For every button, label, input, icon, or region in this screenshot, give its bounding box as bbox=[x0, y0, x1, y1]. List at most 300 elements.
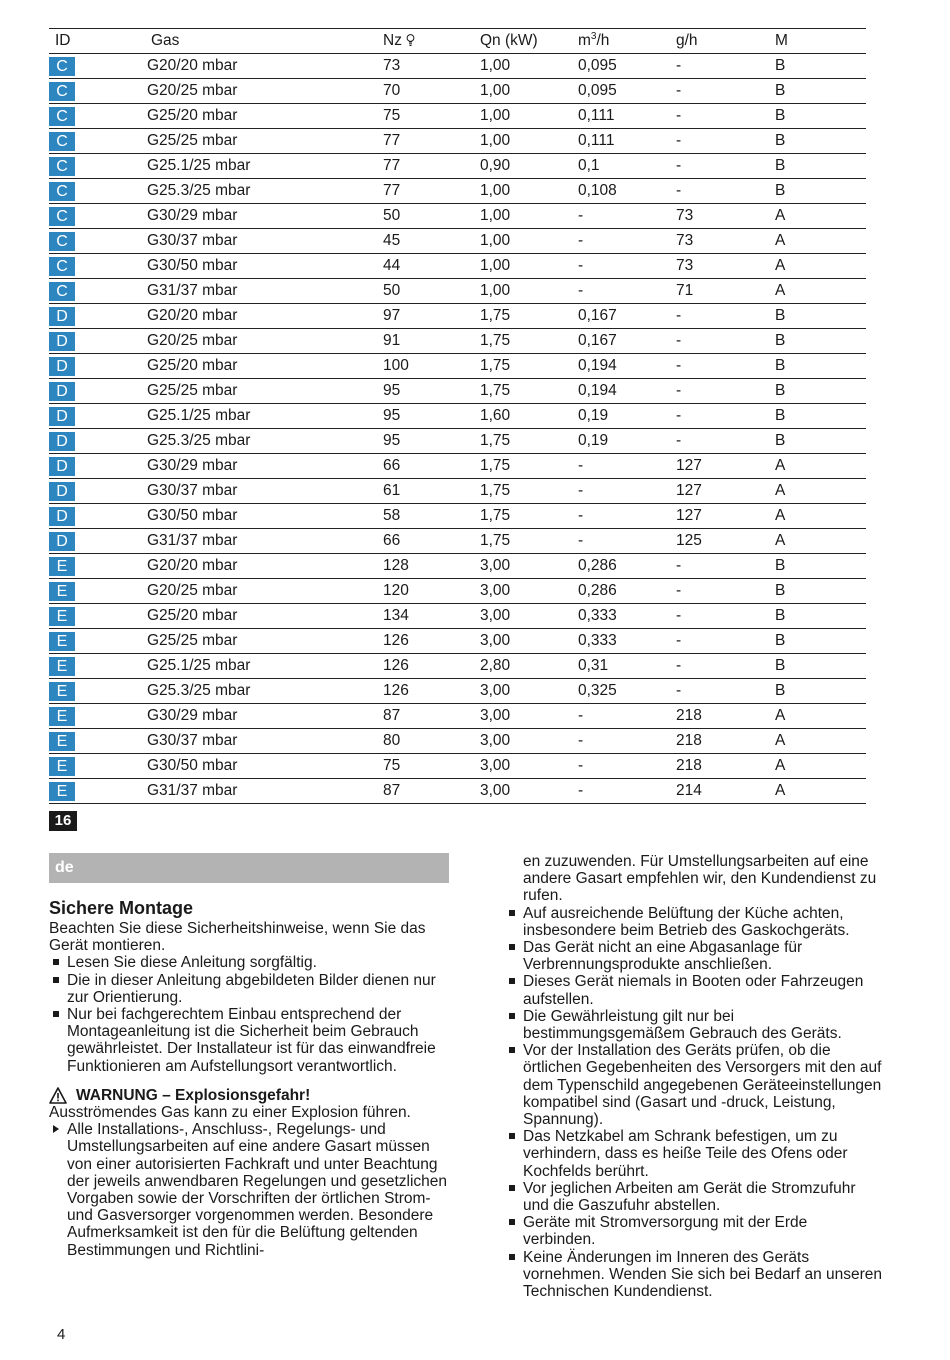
m3h-cell: 0,286 bbox=[578, 579, 676, 604]
id-badge: D bbox=[49, 332, 75, 351]
m3h-cell: 0,095 bbox=[578, 79, 676, 104]
m-cell: B bbox=[775, 154, 866, 179]
gas-cell: G30/50 mbar bbox=[147, 254, 383, 279]
m-cell: A bbox=[775, 229, 866, 254]
nz-cell: 80 bbox=[383, 729, 480, 754]
nz-cell: 126 bbox=[383, 679, 480, 704]
nz-cell: 97 bbox=[383, 304, 480, 329]
m3h-cell: 0,1 bbox=[578, 154, 676, 179]
id-cell bbox=[49, 604, 147, 629]
id-cell bbox=[49, 779, 147, 804]
gh-cell: - bbox=[676, 654, 775, 679]
gas-cell: G30/29 mbar bbox=[147, 704, 383, 729]
gh-cell: 218 bbox=[676, 704, 775, 729]
list-item: Geräte mit Stromversorgung mit der Erde verbinden. bbox=[505, 1214, 883, 1248]
id-cell bbox=[49, 379, 147, 404]
nz-cell: 77 bbox=[383, 179, 480, 204]
header-m3h-sup: 3 bbox=[590, 31, 597, 43]
m-cell: B bbox=[775, 429, 866, 454]
table-row bbox=[49, 779, 866, 804]
gas-cell: G20/20 mbar bbox=[147, 54, 383, 79]
table-header-row bbox=[49, 29, 866, 54]
table-row bbox=[49, 329, 866, 354]
qn-cell: 1,75 bbox=[480, 454, 578, 479]
nz-cell: 70 bbox=[383, 79, 480, 104]
nz-cell: 75 bbox=[383, 104, 480, 129]
nz-cell: 95 bbox=[383, 379, 480, 404]
qn-cell: 1,00 bbox=[480, 54, 578, 79]
page-marker-badge: 16 bbox=[49, 811, 77, 831]
gas-cell: G30/50 mbar bbox=[147, 504, 383, 529]
gas-cell: G25/25 mbar bbox=[147, 379, 383, 404]
qn-cell: 1,00 bbox=[480, 179, 578, 204]
m-cell: A bbox=[775, 279, 866, 304]
m3h-cell: - bbox=[578, 454, 676, 479]
m-cell: A bbox=[775, 729, 866, 754]
qn-cell: 1,75 bbox=[480, 354, 578, 379]
gh-cell: 127 bbox=[676, 454, 775, 479]
nz-cell: 44 bbox=[383, 254, 480, 279]
m-cell: A bbox=[775, 204, 866, 229]
m-cell: B bbox=[775, 104, 866, 129]
m-cell: B bbox=[775, 304, 866, 329]
gh-cell: - bbox=[676, 629, 775, 654]
gh-cell: - bbox=[676, 179, 775, 204]
id-badge: C bbox=[49, 257, 75, 276]
nz-cell: 87 bbox=[383, 779, 480, 804]
m-cell: A bbox=[775, 704, 866, 729]
gh-cell: - bbox=[676, 354, 775, 379]
table-row bbox=[49, 704, 866, 729]
id-cell bbox=[49, 179, 147, 204]
id-cell bbox=[49, 79, 147, 104]
list-item: Keine Änderungen im Inneren des Geräts vornehmen. Wenden Sie sich bei Bedarf an unseren Technischen Kundendienst. bbox=[505, 1249, 883, 1301]
m3h-cell: - bbox=[578, 729, 676, 754]
table-row bbox=[49, 129, 866, 154]
m3h-cell: - bbox=[578, 254, 676, 279]
warning-step-part1: Alle Installations-, Anschluss-, Regelungs- und Umstellungsarbeiten auf eine andere Gasart müssen von einer autorisierten Fachkraft und unter Beachtung der jeweils anwendbaren Regelungen und gesetzlichen Vorgaben sowie der Vorschriften der örtlichen Strom- und Gasversorger vorgenommen werden. Besondere Aufmerksamkeit ist den für die Belüftung geltenden Bestimmungen und Richtlini- bbox=[67, 1121, 448, 1259]
nz-cell: 45 bbox=[383, 229, 480, 254]
qn-cell: 1,00 bbox=[480, 129, 578, 154]
table-row bbox=[49, 204, 866, 229]
gas-cell: G30/29 mbar bbox=[147, 204, 383, 229]
qn-cell: 3,00 bbox=[480, 629, 578, 654]
qn-cell: 1,75 bbox=[480, 504, 578, 529]
table-row bbox=[49, 229, 866, 254]
m3h-cell: - bbox=[578, 704, 676, 729]
list-item: Dieses Gerät niemals in Booten oder Fahrzeugen aufstellen. bbox=[505, 973, 883, 1007]
gas-cell: G20/25 mbar bbox=[147, 329, 383, 354]
gh-cell: - bbox=[676, 79, 775, 104]
warning-heading bbox=[49, 1087, 452, 1104]
qn-cell: 3,00 bbox=[480, 554, 578, 579]
m3h-cell: 0,167 bbox=[578, 304, 676, 329]
id-cell bbox=[49, 679, 147, 704]
gas-cell: G20/20 mbar bbox=[147, 304, 383, 329]
gas-cell: G25/20 mbar bbox=[147, 104, 383, 129]
nz-cell: 128 bbox=[383, 554, 480, 579]
id-cell bbox=[49, 629, 147, 654]
id-cell bbox=[49, 329, 147, 354]
list-item: Das Gerät nicht an eine Abgasanlage für Verbrennungsprodukte anschließen. bbox=[505, 939, 883, 973]
id-badge: D bbox=[49, 532, 75, 551]
id-cell bbox=[49, 54, 147, 79]
bulb-icon bbox=[406, 34, 415, 46]
list-item: Auf ausreichende Belüftung der Küche achten, insbesondere beim Betrieb des Gaskochgeräts. bbox=[505, 905, 883, 939]
header-gh: g/h bbox=[676, 29, 775, 54]
gh-cell: - bbox=[676, 154, 775, 179]
nz-cell: 75 bbox=[383, 754, 480, 779]
list-item: Lesen Sie diese Anleitung sorgfältig. bbox=[49, 954, 452, 971]
right-column bbox=[505, 853, 883, 1300]
table-row bbox=[49, 654, 866, 679]
qn-cell: 3,00 bbox=[480, 729, 578, 754]
qn-cell: 3,00 bbox=[480, 704, 578, 729]
m3h-cell: 0,333 bbox=[578, 604, 676, 629]
qn-cell: 1,60 bbox=[480, 404, 578, 429]
qn-cell: 1,75 bbox=[480, 429, 578, 454]
m3h-cell: 0,19 bbox=[578, 429, 676, 454]
gas-cell: G31/37 mbar bbox=[147, 279, 383, 304]
table-row bbox=[49, 104, 866, 129]
gas-cell: G25.3/25 mbar bbox=[147, 429, 383, 454]
table-row bbox=[49, 279, 866, 304]
id-cell bbox=[49, 554, 147, 579]
gas-cell: G20/25 mbar bbox=[147, 579, 383, 604]
m-cell: B bbox=[775, 654, 866, 679]
id-badge: D bbox=[49, 507, 75, 526]
list-item: Vor jeglichen Arbeiten am Gerät die Stromzufuhr und die Gaszufuhr abstellen. bbox=[505, 1180, 883, 1214]
gas-cell: G30/37 mbar bbox=[147, 479, 383, 504]
id-badge: E bbox=[49, 757, 75, 776]
gh-cell: 218 bbox=[676, 729, 775, 754]
warning-step-continued: en zuzuwenden. Für Umstellungsarbeiten auf eine andere Gasart empfehlen wir, den Kundendienst zu rufen. bbox=[523, 853, 877, 905]
m3h-cell: - bbox=[578, 229, 676, 254]
id-badge: C bbox=[49, 57, 75, 76]
id-badge: C bbox=[49, 207, 75, 226]
qn-cell: 1,75 bbox=[480, 379, 578, 404]
id-cell bbox=[49, 304, 147, 329]
m-cell: A bbox=[775, 254, 866, 279]
warning-text: Ausströmendes Gas kann zu einer Explosion führen. bbox=[49, 1104, 411, 1122]
list-item: Vor der Installation des Geräts prüfen, ob die örtlichen Gegebenheiten des Versorgers mit den auf dem Typenschild angegebenen Geräteeinstellungen kompatibel sind (Gasart und -druck, Leistung, Spannung). bbox=[505, 1042, 883, 1128]
id-badge: D bbox=[49, 307, 75, 326]
m3h-cell: 0,095 bbox=[578, 54, 676, 79]
warning-triangle-icon bbox=[49, 1087, 67, 1104]
m-cell: A bbox=[775, 504, 866, 529]
gh-cell: - bbox=[676, 379, 775, 404]
gh-cell: 214 bbox=[676, 779, 775, 804]
gas-cell: G30/37 mbar bbox=[147, 229, 383, 254]
m3h-cell: 0,333 bbox=[578, 629, 676, 654]
id-badge: C bbox=[49, 82, 75, 101]
qn-cell: 3,00 bbox=[480, 679, 578, 704]
id-cell bbox=[49, 104, 147, 129]
bullet-list-right bbox=[505, 905, 883, 1301]
m3h-cell: 0,325 bbox=[578, 679, 676, 704]
id-badge: E bbox=[49, 582, 75, 601]
id-badge: E bbox=[49, 682, 75, 701]
qn-cell: 1,75 bbox=[480, 304, 578, 329]
warning-step bbox=[49, 1121, 452, 1259]
m-cell: B bbox=[775, 79, 866, 104]
gas-cell: G25.1/25 mbar bbox=[147, 404, 383, 429]
nz-cell: 58 bbox=[383, 504, 480, 529]
gas-cell: G25.1/25 mbar bbox=[147, 654, 383, 679]
nz-cell: 100 bbox=[383, 354, 480, 379]
m-cell: A bbox=[775, 529, 866, 554]
nz-cell: 126 bbox=[383, 654, 480, 679]
nz-cell: 91 bbox=[383, 329, 480, 354]
id-cell bbox=[49, 729, 147, 754]
m-cell: B bbox=[775, 329, 866, 354]
table-row bbox=[49, 379, 866, 404]
table-row bbox=[49, 679, 866, 704]
id-badge: E bbox=[49, 632, 75, 651]
m3h-cell: 0,167 bbox=[578, 329, 676, 354]
m3h-cell: - bbox=[578, 779, 676, 804]
gas-cell: G20/25 mbar bbox=[147, 79, 383, 104]
gh-cell: - bbox=[676, 429, 775, 454]
id-cell bbox=[49, 454, 147, 479]
m3h-cell: 0,194 bbox=[578, 379, 676, 404]
nz-cell: 66 bbox=[383, 454, 480, 479]
id-cell bbox=[49, 704, 147, 729]
header-m3h bbox=[578, 29, 676, 54]
qn-cell: 3,00 bbox=[480, 754, 578, 779]
table-row bbox=[49, 554, 866, 579]
m-cell: B bbox=[775, 354, 866, 379]
m-cell: B bbox=[775, 179, 866, 204]
header-m3h-base: m bbox=[578, 32, 591, 50]
m3h-cell: - bbox=[578, 529, 676, 554]
id-badge: E bbox=[49, 557, 75, 576]
warning-steps bbox=[49, 1121, 452, 1259]
header-id: ID bbox=[49, 29, 147, 54]
gas-cell: G25/25 mbar bbox=[147, 629, 383, 654]
qn-cell: 0,90 bbox=[480, 154, 578, 179]
m3h-cell: 0,286 bbox=[578, 554, 676, 579]
id-cell bbox=[49, 229, 147, 254]
m3h-cell: 0,111 bbox=[578, 104, 676, 129]
gh-cell: - bbox=[676, 679, 775, 704]
nz-cell: 95 bbox=[383, 429, 480, 454]
header-qn: Qn (kW) bbox=[480, 29, 578, 54]
nz-cell: 66 bbox=[383, 529, 480, 554]
qn-cell: 1,00 bbox=[480, 204, 578, 229]
id-badge: E bbox=[49, 607, 75, 626]
id-badge: E bbox=[49, 657, 75, 676]
left-column bbox=[49, 897, 452, 1259]
id-badge: C bbox=[49, 157, 75, 176]
m-cell: A bbox=[775, 779, 866, 804]
gas-cell: G30/37 mbar bbox=[147, 729, 383, 754]
id-badge: D bbox=[49, 407, 75, 426]
id-badge: D bbox=[49, 357, 75, 376]
header-gas: Gas bbox=[147, 29, 383, 54]
id-cell bbox=[49, 279, 147, 304]
m-cell: A bbox=[775, 754, 866, 779]
nz-cell: 73 bbox=[383, 54, 480, 79]
m3h-cell: - bbox=[578, 504, 676, 529]
m-cell: B bbox=[775, 579, 866, 604]
list-item: Die Gewährleistung gilt nur bei bestimmungsgemäßem Gebrauch des Geräts. bbox=[505, 1008, 883, 1042]
qn-cell: 1,00 bbox=[480, 79, 578, 104]
m3h-cell: - bbox=[578, 479, 676, 504]
header-m3h-rest: /h bbox=[596, 32, 610, 50]
m-cell: B bbox=[775, 679, 866, 704]
gh-cell: 127 bbox=[676, 504, 775, 529]
nz-cell: 126 bbox=[383, 629, 480, 654]
nz-cell: 134 bbox=[383, 604, 480, 629]
section-intro: Beachten Sie diese Sicherheitshinweise, wenn Sie das Gerät montieren. bbox=[49, 920, 426, 955]
m-cell: B bbox=[775, 379, 866, 404]
gas-data-table bbox=[49, 28, 866, 804]
table-row bbox=[49, 604, 866, 629]
gh-cell: 73 bbox=[676, 229, 775, 254]
id-cell bbox=[49, 579, 147, 604]
table-row bbox=[49, 179, 866, 204]
nz-cell: 50 bbox=[383, 204, 480, 229]
list-item: Nur bei fachgerechtem Einbau entsprechend der Montageanleitung ist die Sicherheit beim Gebrauch gewährleistet. Der Installateur ist für das einwandfreie Funktionieren am Aufstellungsort verantwortlich. bbox=[49, 1006, 452, 1075]
m-cell: B bbox=[775, 404, 866, 429]
qn-cell: 1,00 bbox=[480, 229, 578, 254]
id-badge: C bbox=[49, 107, 75, 126]
id-cell bbox=[49, 154, 147, 179]
gh-cell: 73 bbox=[676, 254, 775, 279]
id-badge: C bbox=[49, 132, 75, 151]
m3h-cell: 0,31 bbox=[578, 654, 676, 679]
table-row bbox=[49, 354, 866, 379]
table-row bbox=[49, 429, 866, 454]
id-cell bbox=[49, 129, 147, 154]
gas-cell: G20/20 mbar bbox=[147, 554, 383, 579]
id-badge: D bbox=[49, 457, 75, 476]
qn-cell: 2,80 bbox=[480, 654, 578, 679]
qn-cell: 3,00 bbox=[480, 579, 578, 604]
m-cell: B bbox=[775, 629, 866, 654]
gh-cell: 218 bbox=[676, 754, 775, 779]
table-row bbox=[49, 579, 866, 604]
qn-cell: 1,00 bbox=[480, 104, 578, 129]
gas-cell: G25/20 mbar bbox=[147, 604, 383, 629]
m3h-cell: 0,111 bbox=[578, 129, 676, 154]
nz-cell: 77 bbox=[383, 154, 480, 179]
gh-cell: - bbox=[676, 304, 775, 329]
m3h-cell: 0,194 bbox=[578, 354, 676, 379]
qn-cell: 1,00 bbox=[480, 254, 578, 279]
qn-cell: 1,75 bbox=[480, 529, 578, 554]
gas-cell: G31/37 mbar bbox=[147, 529, 383, 554]
id-badge: E bbox=[49, 707, 75, 726]
id-badge: D bbox=[49, 382, 75, 401]
table-row bbox=[49, 729, 866, 754]
table-row bbox=[49, 154, 866, 179]
id-badge: E bbox=[49, 782, 75, 801]
m-cell: B bbox=[775, 129, 866, 154]
table-row bbox=[49, 529, 866, 554]
nz-cell: 61 bbox=[383, 479, 480, 504]
id-badge: D bbox=[49, 482, 75, 501]
gh-cell: - bbox=[676, 604, 775, 629]
nz-cell: 87 bbox=[383, 704, 480, 729]
gh-cell: 73 bbox=[676, 204, 775, 229]
table-body bbox=[49, 54, 866, 804]
gas-cell: G30/50 mbar bbox=[147, 754, 383, 779]
m-cell: B bbox=[775, 604, 866, 629]
gh-cell: - bbox=[676, 129, 775, 154]
nz-cell: 120 bbox=[383, 579, 480, 604]
id-cell bbox=[49, 204, 147, 229]
table-row bbox=[49, 404, 866, 429]
bullet-list-left bbox=[49, 954, 452, 1074]
id-cell bbox=[49, 404, 147, 429]
table-row bbox=[49, 629, 866, 654]
table-row bbox=[49, 54, 866, 79]
table-row bbox=[49, 754, 866, 779]
id-badge: C bbox=[49, 182, 75, 201]
m3h-cell: - bbox=[578, 204, 676, 229]
m-cell: B bbox=[775, 554, 866, 579]
gh-cell: - bbox=[676, 554, 775, 579]
id-cell bbox=[49, 479, 147, 504]
id-cell bbox=[49, 754, 147, 779]
table-row bbox=[49, 504, 866, 529]
gas-cell: G30/29 mbar bbox=[147, 454, 383, 479]
table-row bbox=[49, 79, 866, 104]
id-badge: E bbox=[49, 732, 75, 751]
m-cell: B bbox=[775, 54, 866, 79]
m3h-cell: - bbox=[578, 754, 676, 779]
gas-cell: G25/20 mbar bbox=[147, 354, 383, 379]
qn-cell: 1,75 bbox=[480, 329, 578, 354]
table-row bbox=[49, 479, 866, 504]
table-row bbox=[49, 304, 866, 329]
language-bar: de bbox=[49, 853, 449, 883]
id-badge: D bbox=[49, 432, 75, 451]
gh-cell: - bbox=[676, 104, 775, 129]
m3h-cell: 0,108 bbox=[578, 179, 676, 204]
id-cell bbox=[49, 529, 147, 554]
m3h-cell: - bbox=[578, 279, 676, 304]
gh-cell: 125 bbox=[676, 529, 775, 554]
list-item: Das Netzkabel am Schrank befestigen, um zu verhindern, dass es heiße Teile des Ofens oder Kochfelds berührt. bbox=[505, 1128, 883, 1180]
table-row bbox=[49, 454, 866, 479]
table-row bbox=[49, 254, 866, 279]
m-cell: A bbox=[775, 479, 866, 504]
qn-cell: 1,75 bbox=[480, 479, 578, 504]
m-cell: A bbox=[775, 454, 866, 479]
id-cell bbox=[49, 354, 147, 379]
gas-cell: G25/25 mbar bbox=[147, 129, 383, 154]
warning-title: WARNUNG – Explosionsgefahr! bbox=[76, 1086, 311, 1104]
id-badge: C bbox=[49, 232, 75, 251]
id-cell bbox=[49, 429, 147, 454]
gh-cell: 71 bbox=[676, 279, 775, 304]
gas-cell: G31/37 mbar bbox=[147, 779, 383, 804]
id-cell bbox=[49, 504, 147, 529]
qn-cell: 3,00 bbox=[480, 604, 578, 629]
id-cell bbox=[49, 254, 147, 279]
gh-cell: - bbox=[676, 579, 775, 604]
qn-cell: 3,00 bbox=[480, 779, 578, 804]
header-nz-label: Nz bbox=[383, 32, 402, 49]
gas-cell: G25.3/25 mbar bbox=[147, 179, 383, 204]
m3h-cell: 0,19 bbox=[578, 404, 676, 429]
nz-cell: 95 bbox=[383, 404, 480, 429]
id-badge: C bbox=[49, 282, 75, 301]
gas-cell: G25.1/25 mbar bbox=[147, 154, 383, 179]
